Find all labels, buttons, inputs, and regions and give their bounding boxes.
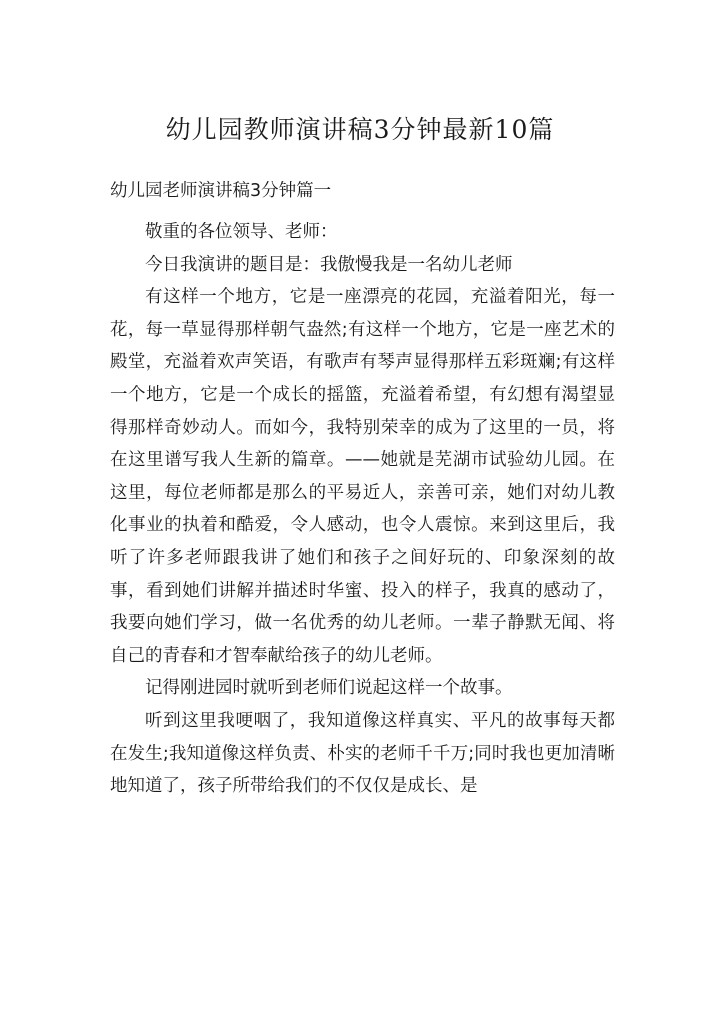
paragraph-main: 有这样一个地方，它是一座漂亮的花园，充溢着阳光，每一花，每一草显得那样朝气盎然;有这样一个地方，它是一座艺术的殿堂，充溢着欢声笑语，有歌声有琴声显得那样五彩斑斓;有这样一个地方，它是一个成长的摇篮，充溢着希望，有幻想有渴望显得那样奇妙动人。而如今，我特别荣幸的成为了这里的一员，将在这里谱写我人生新的篇章。——她就是芜湖市试验幼儿园。在这里，每位老师都是那么的平易近人，亲善可亲，她们对幼儿教化事业的执着和酷爱，令人感动，也令人震惊。来到这里后，我听了许多老师跟我讲了她们和孩子之间好玩的、印象深刻的故事，看到她们讲解并描述时华蜜、投入的样子，我真的感动了，我要向她们学习，做一名优秀的幼儿老师。一辈子静默无闻、将自己的青春和才智奉献给孩子的幼儿老师。 (110, 287, 615, 666)
document-title: 幼儿园教师演讲稿3分钟最新10篇 (165, 115, 555, 144)
paragraph-reflection: 听到这里我哽咽了，我知道像这样真实、平凡的故事每天都在发生;我知道像这样负责、朴实的老师千千万;同时我也更加清晰地知道了，孩子所带给我们的不仅仅是成长、是 (110, 710, 615, 797)
paragraph-greeting: 敬重的各位领导、老师： (145, 222, 338, 242)
paragraph-story-intro: 记得刚进园时就听到老师们说起这样一个故事。 (145, 678, 513, 699)
paragraph-topic: 今日我演讲的题目是：我傲慢我是一名幼儿老师 (145, 254, 513, 275)
document-body (110, 216, 615, 803)
section-title: 幼儿园老师演讲稿3分钟篇一 (110, 181, 332, 201)
